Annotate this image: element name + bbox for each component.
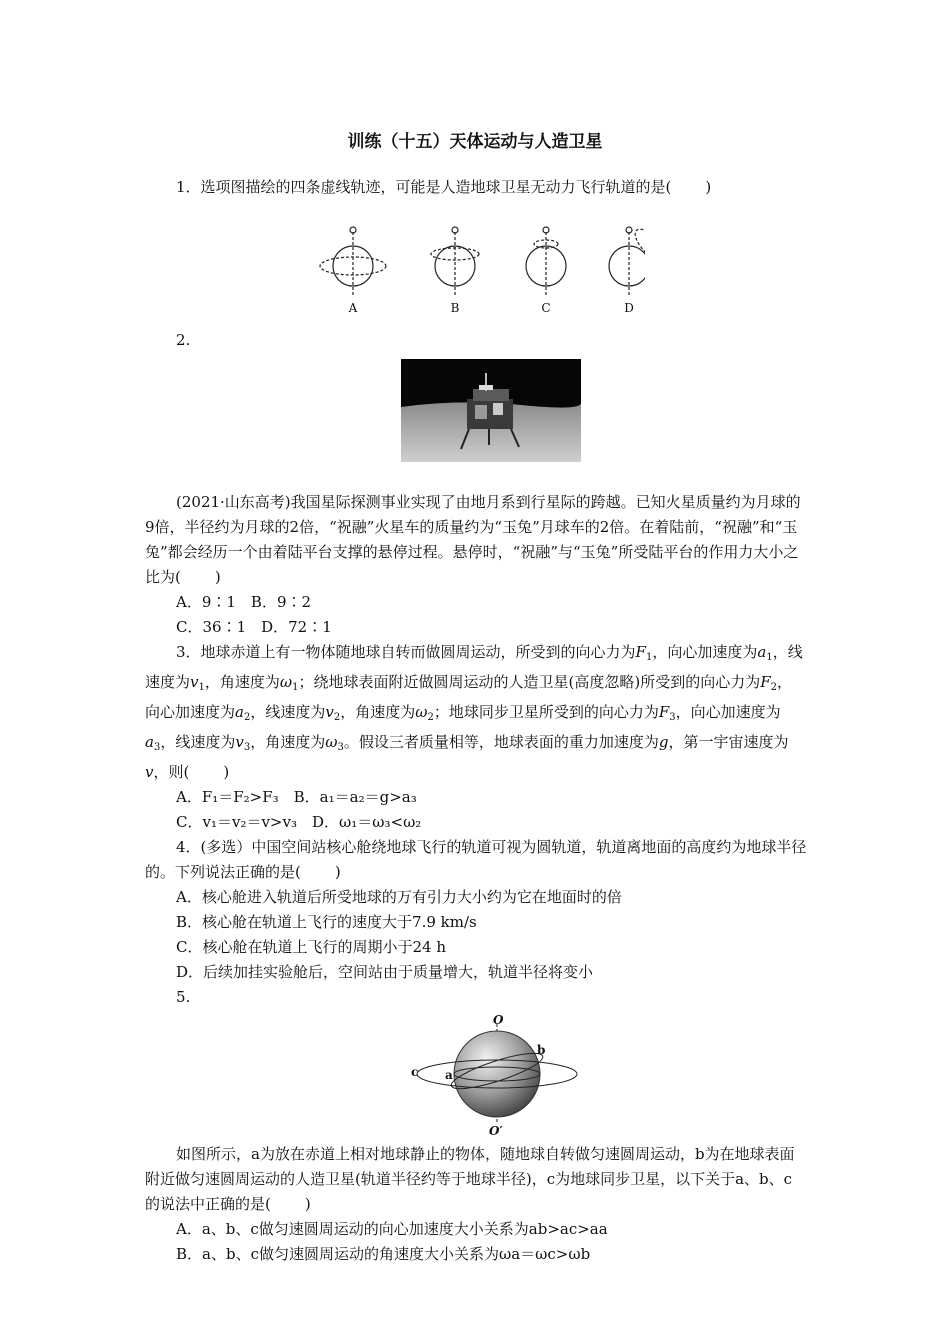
question-5-option-a: A．a、b、c做匀速圆周运动的向心加速度大小关系为ab>ac>aa bbox=[176, 1220, 608, 1238]
question-1-stem: 1．选项图描绘的四条虚线轨迹，可能是人造地球卫星无动力飞行轨道的是( bbox=[176, 178, 672, 196]
label-a: a bbox=[445, 1068, 453, 1082]
question-2-options-ab: A．9∶1 B．9∶2 bbox=[176, 593, 312, 611]
question-3-options-cd: C．v₁＝v₂＝v>v₃ D．ω₁＝ω₃<ω₂ bbox=[176, 813, 422, 831]
axis-label-o-prime: O′ bbox=[489, 1124, 503, 1136]
question-2-text: 我国星际探测事业实现了由地月系到行星际的跨越。已知火星质量约为月球的9倍，半径约为月球的2倍，“祝融”火星车的质量约为“玉兔”月球车的2倍。在着陆前，“祝融”和“玉兔”都会经历一个由着陆平台支撑的悬停过程。悬停时，“祝融”与“玉兔”所受陆平台的作用力大小之比为( bbox=[145, 493, 801, 586]
question-1 bbox=[145, 175, 807, 200]
orbit-option-b bbox=[431, 227, 479, 296]
q3-part: ，线速度为 bbox=[160, 733, 236, 751]
q3-part: ，向心加速度为 bbox=[652, 643, 758, 661]
paren-close: ) bbox=[304, 1195, 311, 1213]
axis-label-o: O bbox=[493, 1014, 504, 1027]
label-c: c bbox=[411, 1065, 419, 1079]
page-title: 训练（十五）天体运动与人造卫星 bbox=[347, 132, 603, 152]
paren-close: ) bbox=[214, 568, 221, 586]
orbit-options-figure bbox=[315, 204, 645, 314]
question-3-options-ab: A．F₁＝F₂>F₃ B．a₁＝a₂＝g>a₃ bbox=[176, 788, 417, 806]
question-4-option-c: C．核心舱在轨道上飞行的周期小于24 h bbox=[176, 938, 446, 956]
q3-part: 3．地球赤道上有一物体随地球自转而做圆周运动，所受到的向心力为 bbox=[176, 643, 636, 661]
question-5-text: 如图所示，a为放在赤道上相对地球静止的物体，随地球自转做匀速圆周运动，b为在地球表面附近做匀速圆周运动的人造卫星(轨道半径约等于地球半径)，c为地球同步卫星，以下关于a、b、c的说法中正确的是( bbox=[145, 1145, 795, 1213]
q3-part: ；绕地球表面附近做圆周运动的人造卫星(高度忽略)所受到的向心力为 bbox=[298, 673, 761, 691]
option-label-c: C bbox=[541, 301, 551, 314]
question-2-number: 2. bbox=[176, 331, 191, 349]
option-label-d: D bbox=[624, 301, 634, 314]
question-4-option-d: D．后续加挂实验舱后，空间站由于质量增大，轨道半径将变小 bbox=[176, 963, 594, 981]
question-4-option-b: B．核心舱在轨道上飞行的速度大于7.9 km/s bbox=[176, 913, 477, 931]
q3-part: ，角速度为 bbox=[204, 673, 280, 691]
option-label-a: A bbox=[348, 301, 358, 314]
question-5-option-b: B．a、b、c做匀速圆周运动的角速度大小关系为ωa＝ωc>ωb bbox=[176, 1245, 591, 1263]
question-4-option-a: A．核心舱进入轨道后所受地球的万有引力大小约为它在地面时的倍 bbox=[176, 888, 622, 906]
question-2-stem bbox=[145, 490, 807, 590]
q3-part: ，角速度为 bbox=[340, 703, 416, 721]
q3-part: ，第一宇宙速度为 bbox=[668, 733, 789, 751]
q3-part: 。假设三者质量相等，地球表面的重力加速度为 bbox=[343, 733, 659, 751]
question-5-number: 5. bbox=[176, 988, 191, 1006]
orbit-option-a bbox=[320, 227, 386, 296]
q3-part: ，向心加速度为 bbox=[675, 703, 781, 721]
question-3-stem: 3．地球赤道上有一物体随地球自转而做圆周运动，所受到的向心力为$F_1$，向心加速度为$a_1$，线速度为$v_1$，角速度为$\omega_1$；绕地球表面附近做圆周运动的人造卫星(高度忽略)所受到的向心力为$F_2$，向心加速度为$a_2$，线速度为$v_2$，角速度为$\omega_2$；地球同步卫星所受到的向心力为$F_3$，向心加速度为$a_3$，线速度为$v_3$，角速度为$\omega_3$。假设三者质量相等，地球表面的重力加速度为g，第一宇宙速度为v，则( ) bbox=[145, 643, 803, 781]
q3-part: ，线速度为 bbox=[250, 703, 326, 721]
question-2-options-cd: C．36∶1 D．72∶1 bbox=[176, 618, 332, 636]
orbit-option-d bbox=[609, 224, 645, 296]
paren-close: ) bbox=[334, 863, 341, 881]
question-4-stem bbox=[145, 835, 807, 885]
q3-part: ，则( bbox=[153, 763, 190, 781]
question-4-text: 4．(多选）中国空间站核心舱绕地球飞行的轨道可视为圆轨道，轨道离地面的高度约为地球半径的。下列说法正确的是( bbox=[145, 838, 807, 881]
paren-close: ) bbox=[223, 763, 230, 781]
earth-satellites-figure bbox=[409, 1014, 579, 1136]
orbit-option-c bbox=[526, 227, 566, 296]
q3-part: ，向心加速度为 bbox=[145, 673, 793, 721]
question-5-stem bbox=[145, 1142, 807, 1217]
q3-part: ，角速度为 bbox=[250, 733, 326, 751]
q3-part: ；地球同步卫星所受到的向心力为 bbox=[433, 703, 659, 721]
q3-part: ，线速度为 bbox=[145, 643, 803, 691]
lander-photo bbox=[401, 359, 581, 462]
option-label-b: B bbox=[450, 301, 460, 314]
label-b: b bbox=[537, 1043, 546, 1057]
content bbox=[145, 175, 807, 1267]
paren-close: ) bbox=[705, 178, 712, 196]
question-2-source: (2021·山东高考) bbox=[176, 493, 291, 511]
